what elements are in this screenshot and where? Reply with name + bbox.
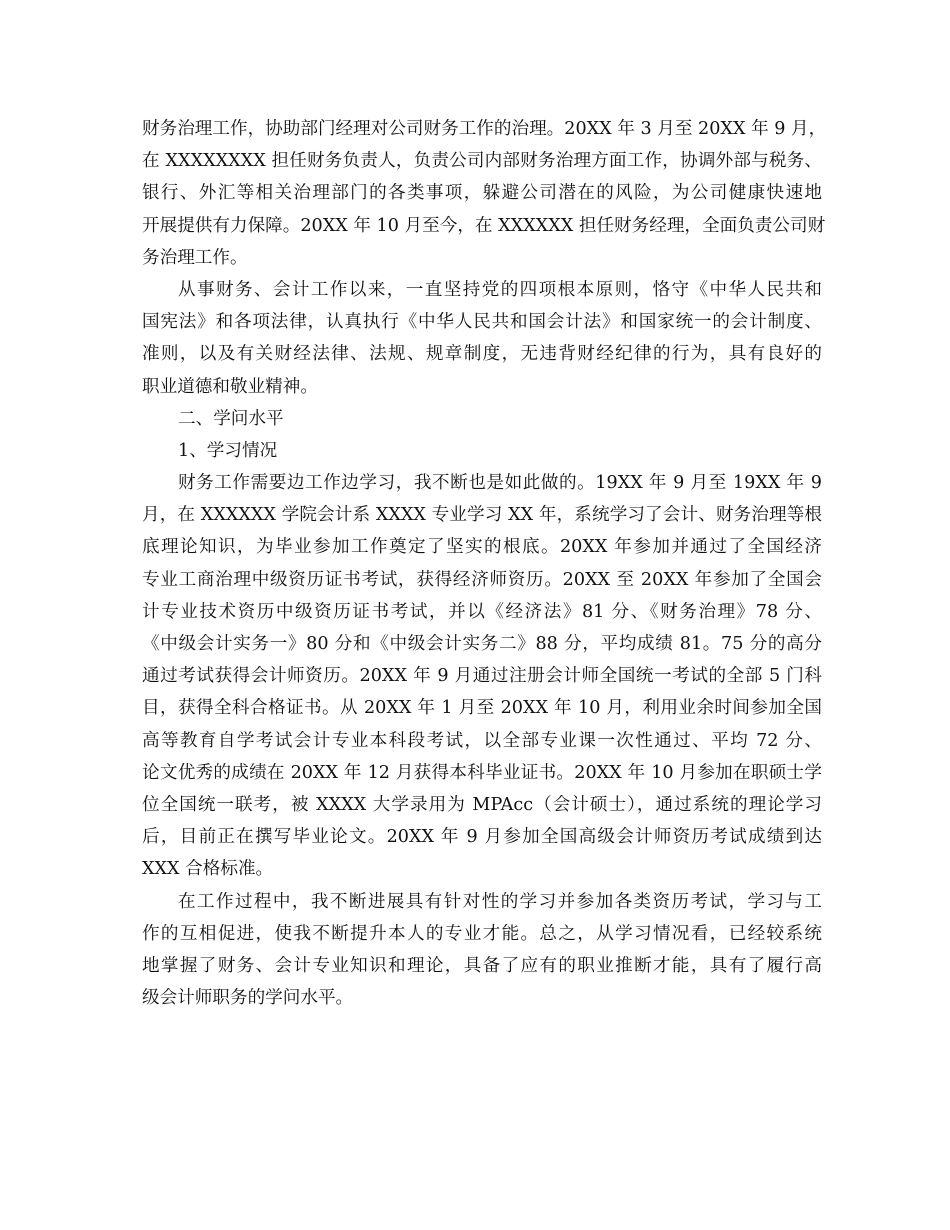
paragraph — [142, 886, 822, 1015]
text-line: 月，在 XXXXXX 学院会计系 XXXX 专业学习 XX 年，系统学习了会计、财务治理等根 — [142, 505, 822, 526]
section-heading — [142, 403, 822, 435]
text-line: 1、学习情况 — [178, 440, 278, 461]
text-line: 目，获得全科合格证书。从 20XX 年 1 月至 20XX 年 10 月，利用业余时间参加全国 — [142, 698, 822, 719]
text-line: 财务治理工作，协助部门经理对公司财务工作的治理。20XX 年 3 月至 20XX 年 9 月， — [142, 119, 827, 139]
text-line: XXX 合格标准。 — [142, 859, 274, 880]
text-line: 作的互相促进，使我不断提升本人的专业才能。总之，从学习情况看，已经较系统 — [142, 923, 822, 944]
text-line: 《中级会计实务一》80 分和《中级会计实务二》88 分，平均成绩 81。75 分的高分 — [142, 634, 822, 654]
text-line: 位全国统一联考，被 XXXX 大学录用为 MPAcc（会计硕士），通过系统的理论学习 — [142, 794, 822, 815]
paragraph — [142, 467, 822, 885]
text-line: 银行、外汇等相关治理部门的各类事项，躲避公司潜在的风险，为公司健康快速地 — [142, 183, 822, 204]
text-line: 计专业技术资历中级资历证书考试，并以《经济法》81 分、《财务治理》78 分、 — [142, 601, 822, 622]
text-line: 通过考试获得会计师资历。20XX 年 9 月通过注册会计师全国统一考试的全部 5 门科 — [142, 666, 822, 687]
text-line: 论文优秀的成绩在 20XX 年 12 月获得本科毕业证书。20XX 年 10 月参加在职硕士学 — [142, 762, 822, 783]
text-line: 财务工作需要边工作边学习，我不断也是如此做的。19XX 年 9 月至 19XX 年 9 — [178, 473, 822, 494]
text-line: 在 XXXXXXXX 担任财务负责人，负责公司内部财务治理方面工作，协调外部与税务、 — [142, 151, 822, 172]
section-heading — [142, 435, 822, 467]
text-line: 在工作过程中，我不断进展具有针对性的学习并参加各类资历考试，学习与工 — [178, 891, 822, 912]
document-body — [142, 113, 827, 1014]
text-line: 务治理工作。 — [142, 247, 248, 268]
text-line: 后，目前正在撰写毕业论文。20XX 年 9 月参加全国高级会计师资历考试成绩到达 — [142, 827, 822, 848]
text-line: 专业工商治理中级资历证书考试，获得经济师资历。20XX 至 20XX 年参加了全国会 — [142, 569, 822, 590]
paragraph — [142, 113, 827, 274]
text-line: 国宪法》和各项法律，认真执行《中华人民共和国会计法》和国家统一的会计制度、 — [142, 312, 822, 333]
text-line: 职业道德和敬业精神。 — [142, 376, 318, 397]
text-line: 准则，以及有关财经法律、法规、规章制度，无违背财经纪律的行为，具有良好的 — [142, 344, 822, 365]
paragraph — [142, 274, 822, 403]
text-line: 底理论知识，为毕业参加工作奠定了坚实的根底。20XX 年参加并通过了全国经济 — [142, 537, 822, 558]
text-line: 地掌握了财务、会计专业知识和理论，具备了应有的职业推断才能，具有了履行高 — [142, 955, 822, 976]
text-line: 开展提供有力保障。20XX 年 10 月至今，在 XXXXXX 担任财务经理，全面负责公司财 — [142, 215, 826, 236]
text-line: 二、学问水平 — [178, 408, 284, 429]
text-line: 高等教育自学考试会计专业本科段考试，以全部专业课一次性通过、平均 72 分、 — [142, 730, 822, 751]
text-line: 从事财务、会计工作以来，一直坚持党的四项根本原则，恪守《中华人民共和 — [178, 279, 822, 300]
text-line: 级会计师职务的学问水平。 — [142, 988, 354, 1009]
